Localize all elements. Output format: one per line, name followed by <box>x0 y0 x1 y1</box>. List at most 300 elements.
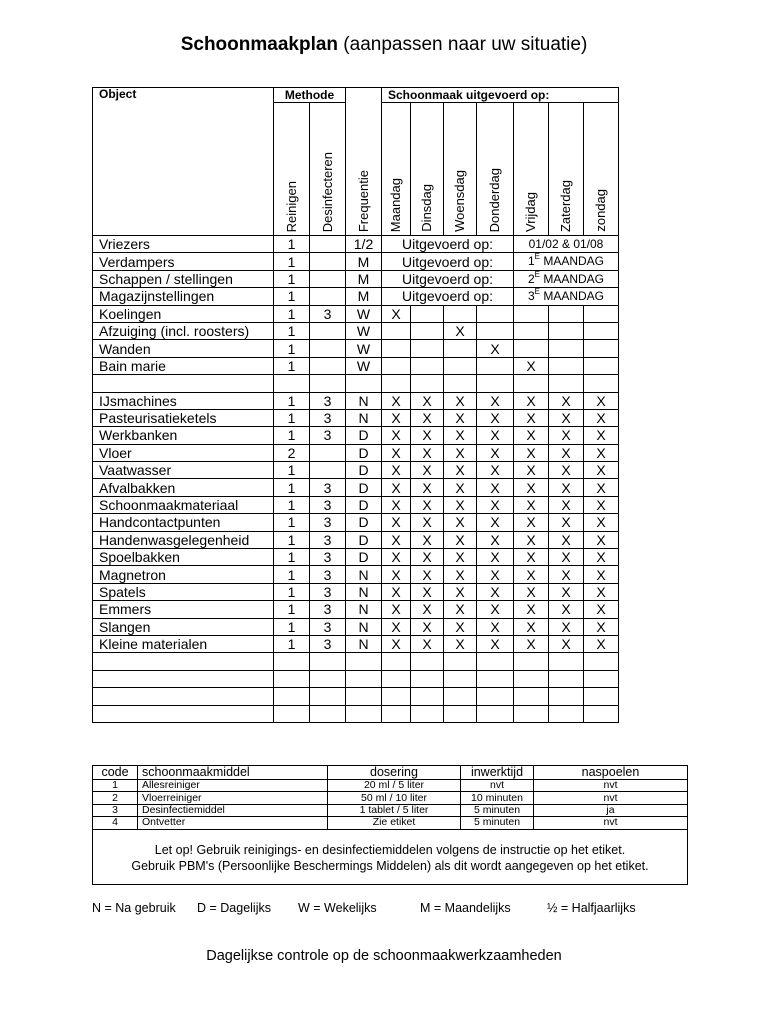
reinigen-cell: 1 <box>274 322 310 339</box>
day-cell: X <box>382 635 411 652</box>
day-cell: X <box>444 583 477 600</box>
table-row <box>93 462 619 479</box>
day-cell <box>411 322 444 339</box>
day-cell <box>444 340 477 357</box>
object-cell: Spatels <box>93 583 274 600</box>
object-cell: Wanden <box>93 340 274 357</box>
table-row <box>93 253 619 270</box>
day-cell: X <box>477 479 514 496</box>
products-cell: 2 <box>93 792 138 804</box>
day-cell: X <box>477 635 514 652</box>
empty-cell <box>411 705 444 722</box>
day-cell: X <box>549 618 584 635</box>
empty-cell <box>444 705 477 722</box>
frequentie-cell: W <box>346 322 382 339</box>
desinfecteren-cell <box>310 288 346 305</box>
object-cell: Magazijnstellingen <box>93 288 274 305</box>
reinigen-header: Reinigen <box>274 103 310 236</box>
reinigen-cell: 1 <box>274 270 310 287</box>
empty-row <box>93 670 619 687</box>
table-row <box>93 496 619 513</box>
products-header-cell: dosering <box>328 766 461 780</box>
uitgevoerd-date: $3^E$ MAANDAG <box>514 288 619 305</box>
day-cell: X <box>444 566 477 583</box>
day-cell: X <box>444 462 477 479</box>
uitgevoerd-header: Schoonmaak uitgevoerd op: <box>382 88 619 103</box>
empty-cell <box>514 375 549 392</box>
frequentie-cell: 1/2 <box>346 236 382 253</box>
day-cell: X <box>549 583 584 600</box>
table-row <box>93 444 619 461</box>
frequentie-cell: D <box>346 479 382 496</box>
empty-cell <box>93 653 274 670</box>
object-cell: Koelingen <box>93 305 274 322</box>
day-header: Dinsdag <box>411 103 444 236</box>
day-cell: X <box>382 305 411 322</box>
object-cell: Pasteurisatieketels <box>93 409 274 426</box>
desinfecteren-cell: 3 <box>310 392 346 409</box>
products-cell: Vloerreiniger <box>138 792 328 804</box>
reinigen-cell: 1 <box>274 392 310 409</box>
day-cell: X <box>514 392 549 409</box>
day-cell <box>584 322 619 339</box>
empty-cell <box>382 705 411 722</box>
day-cell <box>549 357 584 374</box>
day-header: Zaterdag <box>549 103 584 236</box>
table-row <box>93 340 619 357</box>
reinigen-cell: 1 <box>274 305 310 322</box>
desinfecteren-cell <box>310 322 346 339</box>
empty-cell <box>549 375 584 392</box>
products-cell: Allesreiniger <box>138 780 328 792</box>
uitgevoerd-label: Uitgevoerd op: <box>382 236 514 253</box>
day-cell: X <box>549 514 584 531</box>
empty-cell <box>477 670 514 687</box>
day-cell: X <box>444 409 477 426</box>
day-cell <box>382 357 411 374</box>
day-cell: X <box>584 514 619 531</box>
legend-item: N = Na gebruik <box>92 901 176 915</box>
day-cell: X <box>382 444 411 461</box>
day-cell: X <box>584 618 619 635</box>
day-cell: X <box>477 566 514 583</box>
uitgevoerd-date: $2^E$ MAANDAG <box>514 270 619 287</box>
desinfecteren-cell <box>310 236 346 253</box>
reinigen-cell: 1 <box>274 583 310 600</box>
day-cell <box>549 322 584 339</box>
day-cell: X <box>514 549 549 566</box>
day-cell: X <box>514 496 549 513</box>
day-cell: X <box>549 566 584 583</box>
products-cell: ja <box>534 804 688 816</box>
day-cell: X <box>411 444 444 461</box>
empty-cell <box>382 375 411 392</box>
day-header: zondag <box>584 103 619 236</box>
desinfecteren-cell <box>310 462 346 479</box>
cleaning-schedule-table <box>92 87 619 723</box>
day-cell: X <box>584 392 619 409</box>
day-cell <box>477 305 514 322</box>
day-cell: X <box>477 583 514 600</box>
day-cell <box>411 340 444 357</box>
day-cell: X <box>382 427 411 444</box>
empty-cell <box>444 653 477 670</box>
day-cell: X <box>549 531 584 548</box>
day-cell: X <box>477 514 514 531</box>
day-cell: X <box>382 549 411 566</box>
reinigen-cell: 1 <box>274 496 310 513</box>
day-cell: X <box>444 618 477 635</box>
frequentie-cell: W <box>346 340 382 357</box>
day-cell <box>514 322 549 339</box>
products-cell: 5 minuten <box>461 804 534 816</box>
day-cell: X <box>411 462 444 479</box>
products-cell: 5 minuten <box>461 817 534 829</box>
day-cell: X <box>514 531 549 548</box>
reinigen-cell: 1 <box>274 635 310 652</box>
day-cell <box>514 340 549 357</box>
empty-cell <box>310 670 346 687</box>
empty-cell <box>411 653 444 670</box>
object-cell: Emmers <box>93 601 274 618</box>
products-cell: nvt <box>534 780 688 792</box>
object-cell: Vloer <box>93 444 274 461</box>
table-row <box>93 531 619 548</box>
empty-cell <box>444 375 477 392</box>
products-cell: 4 <box>93 817 138 829</box>
reinigen-cell: 1 <box>274 427 310 444</box>
reinigen-cell: 1 <box>274 479 310 496</box>
day-cell: X <box>444 392 477 409</box>
day-cell: X <box>584 496 619 513</box>
day-cell: X <box>549 409 584 426</box>
day-header: Donderdag <box>477 103 514 236</box>
empty-cell <box>584 670 619 687</box>
empty-cell <box>477 375 514 392</box>
table-row <box>93 635 619 652</box>
empty-cell <box>93 688 274 705</box>
empty-row <box>93 688 619 705</box>
table-row <box>93 427 619 444</box>
day-cell: X <box>584 409 619 426</box>
empty-cell <box>346 670 382 687</box>
day-cell <box>514 305 549 322</box>
legend-item: D = Dagelijks <box>197 901 271 915</box>
day-cell <box>584 340 619 357</box>
day-cell: X <box>444 322 477 339</box>
cleaning-products-table <box>92 765 688 885</box>
day-cell: X <box>584 635 619 652</box>
object-cell: IJsmachines <box>93 392 274 409</box>
day-cell: X <box>444 635 477 652</box>
day-cell: X <box>549 479 584 496</box>
day-cell <box>444 357 477 374</box>
day-cell <box>477 322 514 339</box>
day-cell: X <box>382 531 411 548</box>
day-cell: X <box>382 583 411 600</box>
products-cell: 20 ml / 5 liter <box>328 780 461 792</box>
frequentie-cell: N <box>346 566 382 583</box>
day-cell: X <box>411 392 444 409</box>
desinfecteren-cell: 3 <box>310 479 346 496</box>
frequentie-cell: N <box>346 392 382 409</box>
day-cell: X <box>382 514 411 531</box>
desinfecteren-header: Desinfecteren <box>310 103 346 236</box>
uitgevoerd-label: Uitgevoerd op: <box>382 288 514 305</box>
day-cell: X <box>584 444 619 461</box>
table-row <box>93 322 619 339</box>
day-cell: X <box>444 479 477 496</box>
empty-cell <box>382 688 411 705</box>
reinigen-cell: 1 <box>274 236 310 253</box>
products-cell: 1 tablet / 5 liter <box>328 804 461 816</box>
empty-cell <box>382 653 411 670</box>
frequentie-cell: N <box>346 409 382 426</box>
day-cell: X <box>584 531 619 548</box>
day-cell: X <box>411 531 444 548</box>
reinigen-cell: 1 <box>274 601 310 618</box>
reinigen-cell: 2 <box>274 444 310 461</box>
frequentie-cell: N <box>346 583 382 600</box>
object-cell: Schappen / stellingen <box>93 270 274 287</box>
empty-cell <box>310 688 346 705</box>
table-row <box>93 409 619 426</box>
products-header-cell: naspoelen <box>534 766 688 780</box>
empty-cell <box>310 375 346 392</box>
day-cell: X <box>549 444 584 461</box>
day-cell: X <box>584 601 619 618</box>
empty-cell <box>477 705 514 722</box>
day-cell: X <box>411 514 444 531</box>
desinfecteren-cell <box>310 357 346 374</box>
day-cell: X <box>382 601 411 618</box>
empty-cell <box>549 688 584 705</box>
table-row <box>93 305 619 322</box>
reinigen-cell: 1 <box>274 618 310 635</box>
table-row <box>93 236 619 253</box>
table-row <box>93 392 619 409</box>
day-cell: X <box>514 409 549 426</box>
day-cell: X <box>514 479 549 496</box>
day-cell: X <box>477 444 514 461</box>
table-row <box>93 566 619 583</box>
desinfecteren-cell: 3 <box>310 409 346 426</box>
frequentie-cell: D <box>346 496 382 513</box>
day-cell <box>477 357 514 374</box>
frequentie-cell: W <box>346 357 382 374</box>
desinfecteren-cell: 3 <box>310 635 346 652</box>
day-cell <box>584 305 619 322</box>
frequentie-cell: W <box>346 305 382 322</box>
day-cell: X <box>382 462 411 479</box>
frequentie-cell: D <box>346 514 382 531</box>
day-cell <box>382 322 411 339</box>
desinfecteren-cell: 3 <box>310 427 346 444</box>
empty-cell <box>93 670 274 687</box>
day-cell: X <box>382 479 411 496</box>
empty-cell <box>411 688 444 705</box>
day-cell: X <box>514 427 549 444</box>
object-cell: Bain marie <box>93 357 274 374</box>
table-row <box>93 479 619 496</box>
empty-cell <box>274 375 310 392</box>
frequentie-cell: D <box>346 549 382 566</box>
day-cell: X <box>477 392 514 409</box>
reinigen-cell: 1 <box>274 340 310 357</box>
empty-cell <box>411 375 444 392</box>
empty-cell <box>346 705 382 722</box>
empty-cell <box>274 653 310 670</box>
object-cell: Vaatwasser <box>93 462 274 479</box>
desinfecteren-cell <box>310 253 346 270</box>
products-cell: Zie etiket <box>328 817 461 829</box>
day-cell: X <box>477 409 514 426</box>
day-cell: X <box>514 444 549 461</box>
desinfecteren-cell: 3 <box>310 583 346 600</box>
products-cell: 10 minuten <box>461 792 534 804</box>
empty-cell <box>346 688 382 705</box>
object-header: Object <box>93 88 274 236</box>
empty-cell <box>274 705 310 722</box>
day-cell <box>444 305 477 322</box>
empty-cell <box>444 670 477 687</box>
object-cell: Spoelbakken <box>93 549 274 566</box>
desinfecteren-cell: 3 <box>310 514 346 531</box>
day-cell: X <box>477 462 514 479</box>
desinfecteren-cell: 3 <box>310 549 346 566</box>
frequentie-cell: M <box>346 288 382 305</box>
table-row <box>93 514 619 531</box>
day-header: Woensdag <box>444 103 477 236</box>
table-row <box>93 270 619 287</box>
day-cell: X <box>477 427 514 444</box>
frequentie-cell: M <box>346 270 382 287</box>
day-cell: X <box>444 601 477 618</box>
uitgevoerd-date: 01/02 & 01/08 <box>514 236 619 253</box>
day-cell: X <box>444 514 477 531</box>
empty-cell <box>549 670 584 687</box>
day-cell <box>584 357 619 374</box>
day-cell: X <box>549 427 584 444</box>
table-row <box>93 549 619 566</box>
object-cell: Werkbanken <box>93 427 274 444</box>
products-cell: nvt <box>534 817 688 829</box>
day-cell: X <box>411 427 444 444</box>
warning-row <box>93 829 688 884</box>
products-header-cell: code <box>93 766 138 780</box>
products-row <box>93 804 688 816</box>
day-cell: X <box>584 462 619 479</box>
empty-cell <box>584 688 619 705</box>
day-cell: X <box>411 635 444 652</box>
desinfecteren-cell: 3 <box>310 618 346 635</box>
empty-row <box>93 705 619 722</box>
day-cell: X <box>444 444 477 461</box>
day-cell: X <box>584 566 619 583</box>
day-cell: X <box>411 496 444 513</box>
empty-cell <box>514 705 549 722</box>
legend-item: W = Wekelijks <box>298 901 377 915</box>
day-cell: X <box>549 496 584 513</box>
day-cell <box>382 340 411 357</box>
empty-cell <box>93 705 274 722</box>
day-cell: X <box>584 549 619 566</box>
day-cell: X <box>411 601 444 618</box>
products-cell: 1 <box>93 780 138 792</box>
day-cell: X <box>514 462 549 479</box>
legend-item: M = Maandelijks <box>420 901 511 915</box>
day-cell: X <box>444 549 477 566</box>
empty-cell <box>549 705 584 722</box>
desinfecteren-cell: 3 <box>310 496 346 513</box>
reinigen-cell: 1 <box>274 357 310 374</box>
frequentie-cell: M <box>346 253 382 270</box>
empty-cell <box>411 670 444 687</box>
day-cell: X <box>584 479 619 496</box>
desinfecteren-cell <box>310 340 346 357</box>
legend-item: ½ = Halfjaarlijks <box>547 901 636 915</box>
table-row <box>93 601 619 618</box>
products-header-row <box>93 766 688 780</box>
empty-cell <box>514 688 549 705</box>
day-cell <box>549 340 584 357</box>
reinigen-cell: 1 <box>274 549 310 566</box>
frequentie-cell: D <box>346 462 382 479</box>
frequentie-cell: N <box>346 601 382 618</box>
desinfecteren-cell <box>310 270 346 287</box>
day-header: Vrijdag <box>514 103 549 236</box>
table-row <box>93 288 619 305</box>
day-cell: X <box>514 601 549 618</box>
empty-cell <box>444 688 477 705</box>
desinfecteren-cell: 3 <box>310 531 346 548</box>
day-cell: X <box>477 601 514 618</box>
products-cell: Ontvetter <box>138 817 328 829</box>
desinfecteren-cell <box>310 444 346 461</box>
day-cell: X <box>514 583 549 600</box>
object-cell: Kleine materialen <box>93 635 274 652</box>
day-cell: X <box>411 549 444 566</box>
day-cell: X <box>411 618 444 635</box>
products-cell: Desinfectiemiddel <box>138 804 328 816</box>
empty-cell <box>584 705 619 722</box>
products-cell: nvt <box>461 780 534 792</box>
object-cell: Slangen <box>93 618 274 635</box>
day-cell <box>411 305 444 322</box>
reinigen-cell: 1 <box>274 253 310 270</box>
empty-cell <box>584 375 619 392</box>
object-cell: Afvalbakken <box>93 479 274 496</box>
empty-row <box>93 653 619 670</box>
empty-cell <box>310 705 346 722</box>
table-row <box>93 618 619 635</box>
reinigen-cell: 1 <box>274 409 310 426</box>
empty-cell <box>274 670 310 687</box>
day-cell: X <box>514 357 549 374</box>
safety-warning <box>93 829 688 884</box>
day-cell: X <box>477 340 514 357</box>
methode-header: Methode <box>274 88 346 103</box>
empty-cell <box>310 653 346 670</box>
frequentie-cell: D <box>346 531 382 548</box>
reinigen-cell: 1 <box>274 514 310 531</box>
day-cell: X <box>382 566 411 583</box>
day-cell: X <box>411 409 444 426</box>
day-cell: X <box>514 514 549 531</box>
day-cell: X <box>477 549 514 566</box>
uitgevoerd-date: $1^E$ MAANDAG <box>514 253 619 270</box>
day-cell: X <box>382 409 411 426</box>
